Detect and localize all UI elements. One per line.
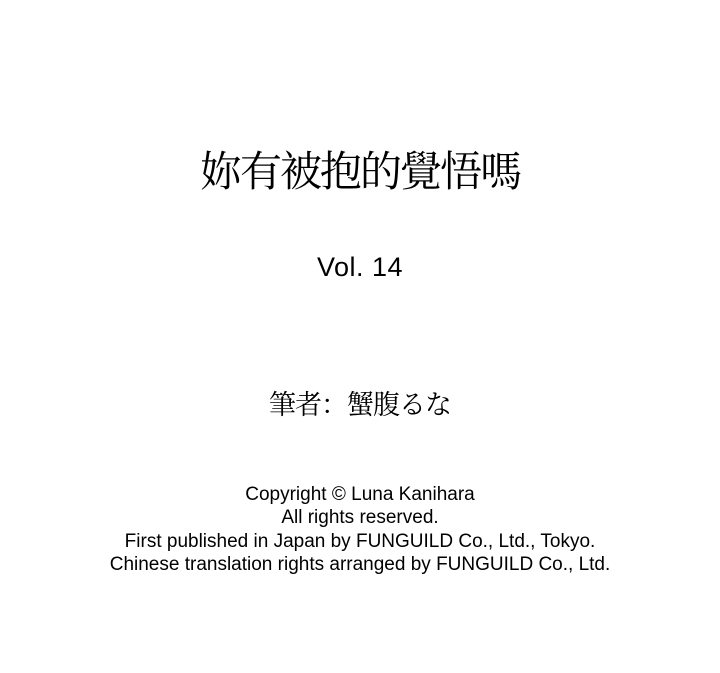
volume-label: Vol. 14 — [316, 252, 404, 282]
author-credit: 筆者：蟹腹るな — [269, 390, 451, 420]
translation-rights-line: Chinese translation rights arranged by FUNGUILD Co., Ltd. — [109, 553, 611, 575]
copyright-holder-line: Copyright © Luna Kanihara — [245, 484, 475, 505]
copyright-block — [0, 483, 720, 576]
rights-reserved-line: All rights reserved. — [281, 507, 439, 529]
first-published-line: First published in Japan by FUNGUILD Co., Ltd., Tokyo. — [124, 530, 596, 552]
book-title: 妳有被抱的覺悟嗎 — [199, 148, 520, 195]
